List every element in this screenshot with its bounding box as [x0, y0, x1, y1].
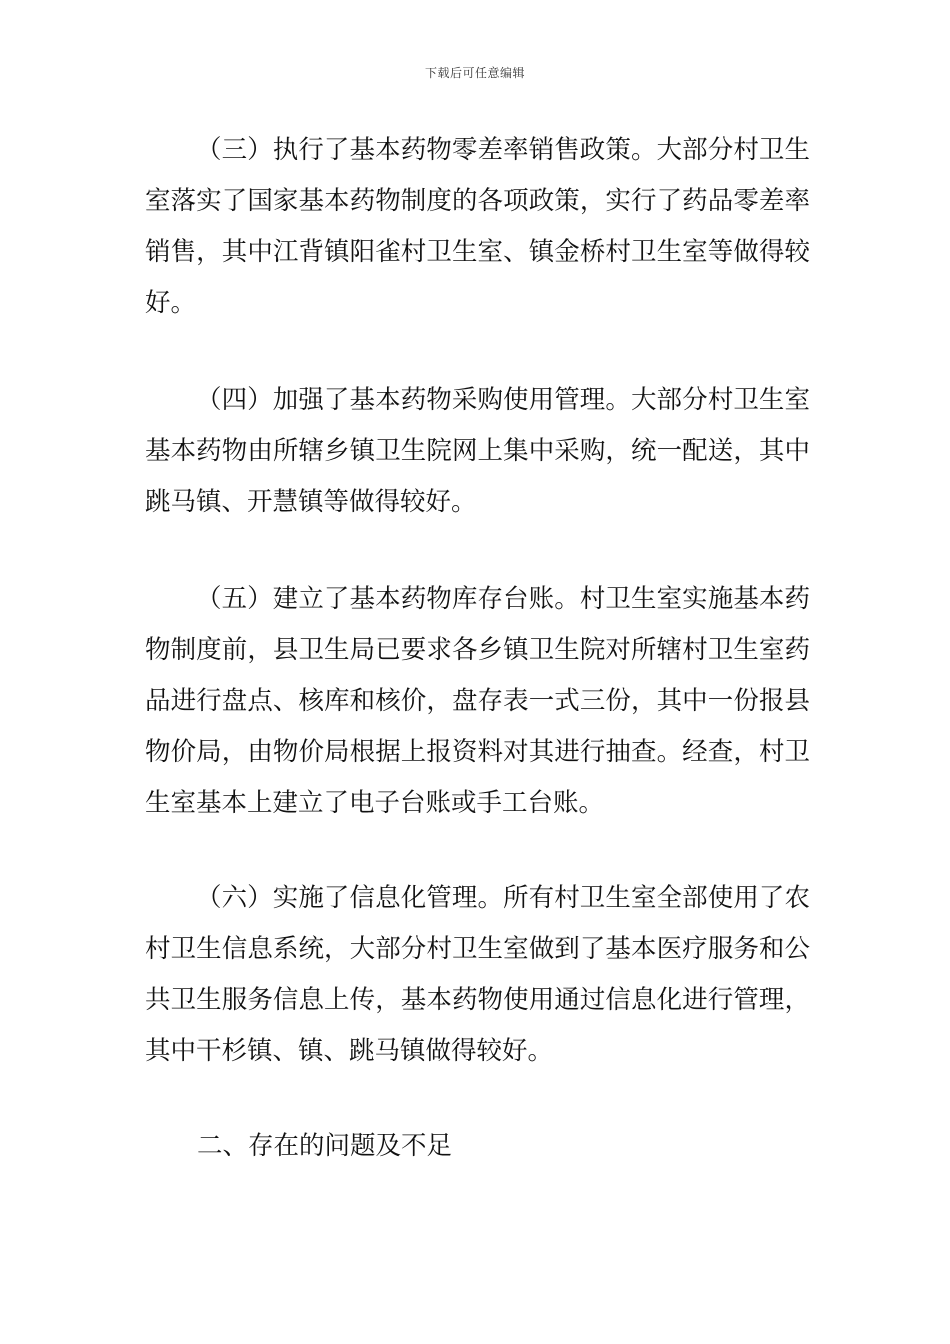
paragraph-inventory-ledger: （五）建立了基本药物库存台账。村卫生室实施基本药物制度前，县卫生局已要求各乡镇卫生院对所辖村卫生室药品进行盘点、核库和核价，盘存表一式三份，其中一份报县物价局，由物价局根据上报资料对其进行抽查。经查，村卫生室基本上建立了电子台账或手工台账。 — [145, 584, 810, 818]
paragraph-procurement-management: （四）加强了基本药物采购使用管理。大部分村卫生室基本药物由所辖乡镇卫生院网上集中采购，统一配送，其中跳马镇、开慧镇等做得较好。 — [145, 385, 810, 517]
page-header-note: 下载后可任意编辑 — [424, 66, 525, 80]
section-heading-problems: 二、存在的问题及不足 — [197, 1131, 453, 1161]
paragraph-zero-markup-sales: （三）执行了基本药物零差率销售政策。大部分村卫生室落实了国家基本药物制度的各项政策，实行了药品零差率销售，其中江背镇阳雀村卫生室、镇金桥村卫生室等做得较好。 — [145, 135, 810, 318]
paragraph-information-management: （六）实施了信息化管理。所有村卫生室全部使用了农村卫生信息系统，大部分村卫生室做到了基本医疗服务和公共卫生服务信息上传，基本药物使用通过信息化进行管理，其中干杉镇、镇、跳马镇做得较好。 — [145, 883, 810, 1066]
